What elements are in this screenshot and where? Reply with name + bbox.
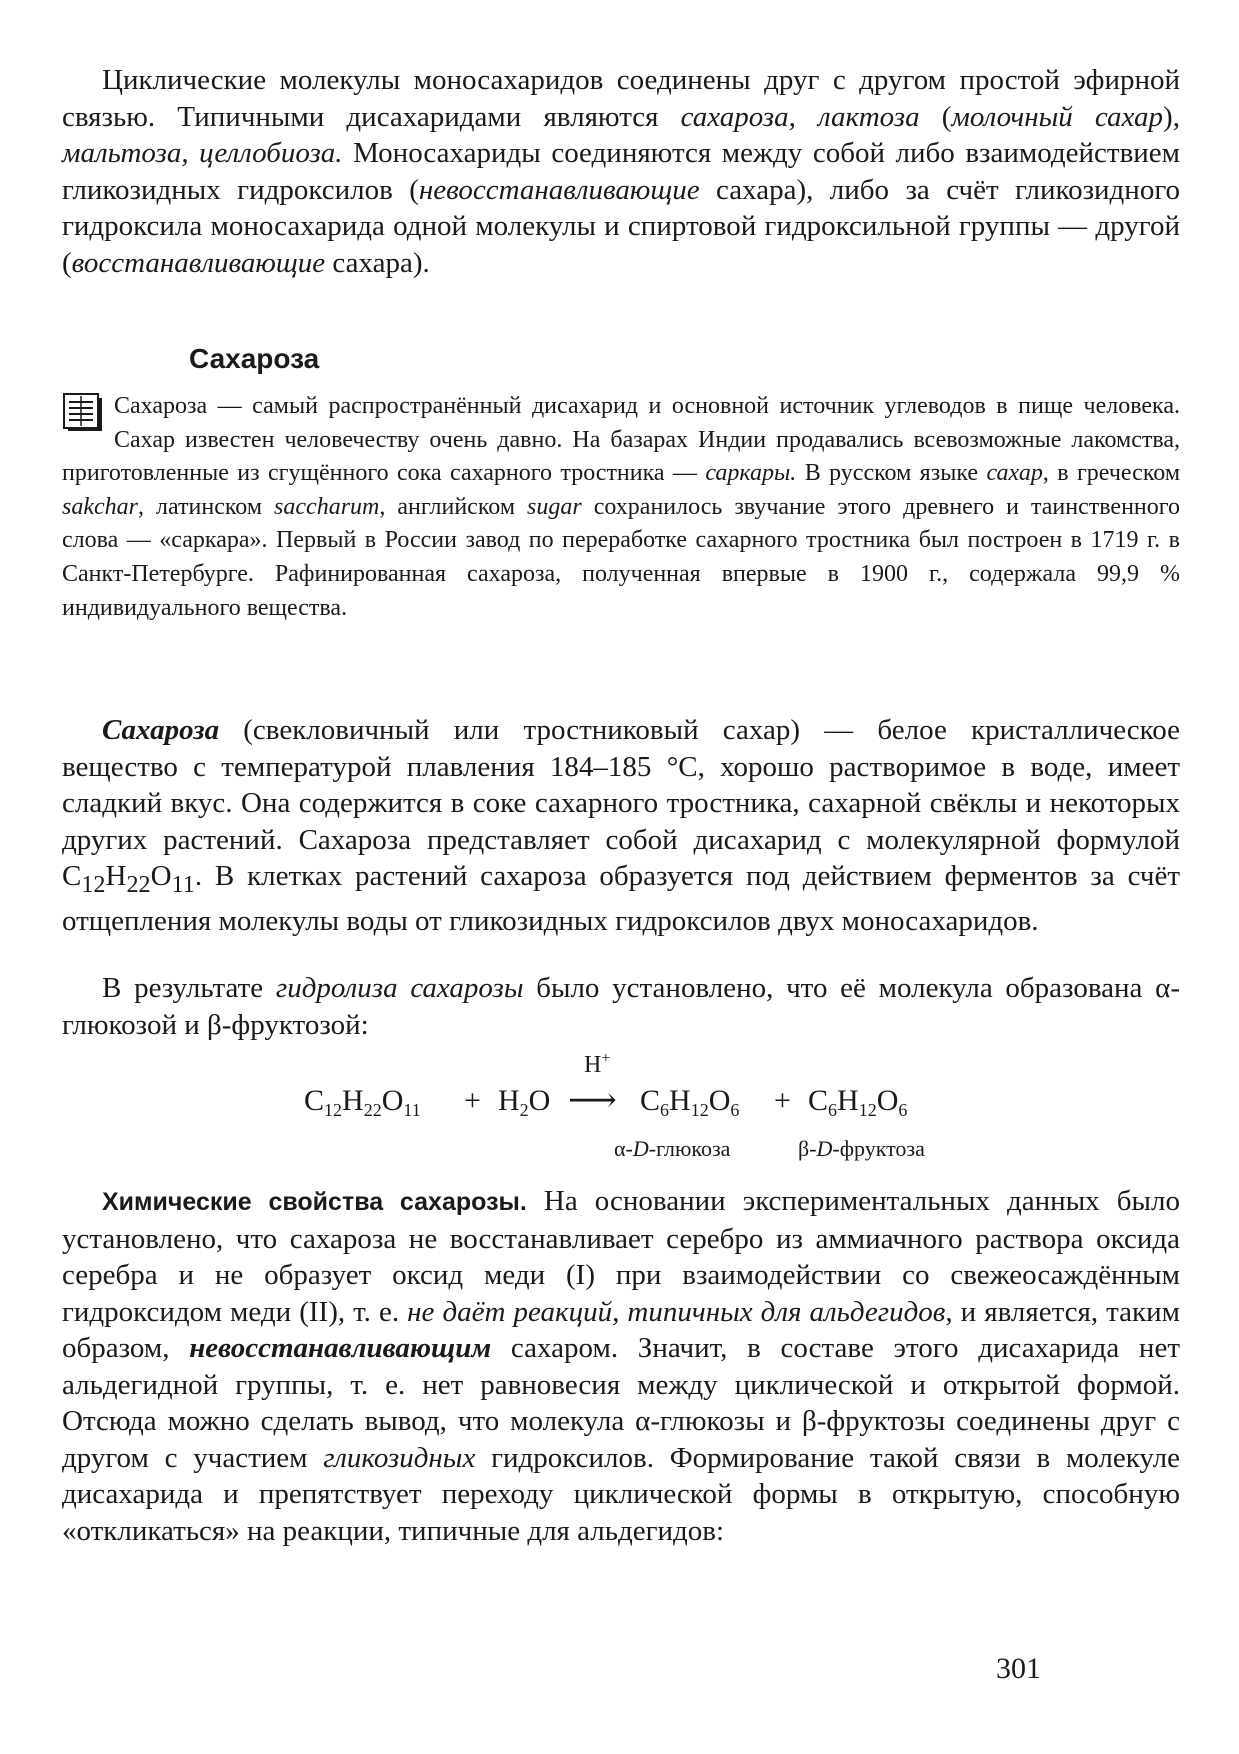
text: сахара). (325, 246, 430, 279)
term: сахар (986, 460, 1043, 487)
hydrolysis-paragraph (62, 970, 1180, 1043)
text: сахара), либо за счёт гликозидного гидроксила моносахарида одной молекулы и спиртовой гидроксильной группы — другой ( (62, 173, 1181, 279)
term: невосстанавливающим (189, 1332, 492, 1364)
text: было установлено, что её молекула образована α-глюкозой и β-фруктозой: (62, 972, 1180, 1041)
term: saccharum (274, 493, 380, 520)
text: Циклические молекулы моносахаридов соединены друг с другом простой эфирной связью. Типичными дисахаридами являются (62, 64, 1180, 133)
term: Сахароза (102, 714, 220, 746)
text: Моносахариды соединяются между собой либо взаимодействием гликозидных гидроксилов ( (62, 137, 1181, 206)
section-heading: Сахароза (189, 343, 320, 374)
subscript: 22 (126, 870, 151, 898)
term: молочный сахар (951, 100, 1164, 133)
book-icon (62, 392, 106, 432)
term: гидролиза сахарозы (275, 972, 524, 1004)
text: (свекловичный или тростниковый сахар) — белое кристаллическое вещество с температурой плавления 184–185 °С, хорошо растворимое в воде, имеет сладкий вкус. Она содержится в соке сахарного тростника, сахарной свёклы и некоторых других растений. Сахароза представляет собой дисахарид с молекулярной формулой С (62, 714, 1180, 892)
subheading: Химические свойства сахарозы. (102, 1188, 527, 1216)
label-glucose: α-D-глюкоза (614, 1136, 731, 1161)
sucrose-paragraph (62, 712, 1180, 940)
subscript: 11 (171, 870, 195, 898)
term: гликозидных (323, 1441, 476, 1474)
plus-sign: + (774, 1084, 791, 1117)
text: гидроксилов. Формирование такой связи в молекуле дисахарида и препятствует переходу циклической формы в открытую, способную «откликаться» на реакции, типичные для альдегидов: (62, 1441, 1181, 1547)
reactant-water: $H_2O$ (498, 1084, 551, 1120)
text: В результате (102, 972, 276, 1004)
plus-sign: + (464, 1084, 481, 1117)
product-fructose: $C_6H_{12}O_6$ (808, 1084, 908, 1120)
text: сахаром. Значит, в составе этого дисахарида нет альдегидной группы, т. е. нет равновесия между циклической и открытой формой. Отсюда можно сделать вывод, что молекула α-глюкозы и β-фруктозы соединены друг с другом с участием (62, 1332, 1180, 1474)
term: саркары. (705, 460, 797, 487)
term: мальтоза, целлобиоза. (62, 137, 343, 169)
text: . В клетках растений сахароза образуется под действием ферментов за счёт отщепления молекулы воды от гликозидных гидроксилов двух моносахаридов. (62, 860, 1180, 938)
page-number: 301 (996, 1652, 1041, 1685)
term: не даёт реакций, типичных для альдегидов (407, 1295, 946, 1328)
text: , и является, таким образом, (62, 1295, 1180, 1364)
text: О (150, 860, 172, 892)
reactant-sucrose: $C_{12}H_{22}O_{11}$ (304, 1084, 421, 1120)
reaction-arrow: ⟶ (568, 1082, 617, 1119)
text: Н (105, 860, 127, 892)
catalyst-label: H+ (584, 1050, 611, 1078)
term: невосстанавливающие (418, 173, 700, 206)
intro-paragraph (62, 62, 1180, 281)
text: ( (919, 100, 952, 133)
text: ), (1163, 100, 1180, 133)
chemical-properties-paragraph (62, 1183, 1180, 1549)
label-fructose: β-D-фруктоза (798, 1136, 925, 1161)
product-glucose: $C_6H_{12}O_6$ (640, 1084, 740, 1120)
text: На основании экспериментальных данных было установлено, что сахароза не восстанавливает серебро из аммиачного раствора оксида серебра и не образует оксид меди (I) при взаимодействии со свежеосаждённым гидроксидом меди (II), т. е. (62, 1185, 1180, 1328)
history-note-text (62, 390, 1180, 625)
text: В русском языке (796, 460, 987, 487)
history-note (62, 390, 1180, 625)
text: сохранилось звучание этого древнего и таинственного слова — «саркара». Первый в России завод по переработке сахарного тростника был построен в 1719 г. в Санкт-Петербурге. Рафинированная сахароза, полученная впервые в 1900 г., содержала 99,9 % индивидуального вещества. (62, 493, 1181, 621)
text: Сахароза — самый распространённый дисахарид и основной источник углеводов в пище человека. Сахар известен человечеству очень давно. На базарах Индии продавались всевозможные лакомства, приготовленные из сгущённого сока сахарного тростника — (62, 393, 1180, 487)
term: sakchar (62, 493, 138, 520)
hydrolysis-equation (0, 1050, 1239, 1161)
text: , английском (379, 493, 528, 520)
text: , в греческом (1042, 460, 1181, 487)
subscript: 12 (81, 870, 106, 898)
text: , латинском (137, 493, 275, 520)
term: сахароза, лактоза (680, 100, 920, 133)
term: восстанавливающие (71, 246, 326, 279)
term: sugar (527, 493, 582, 520)
